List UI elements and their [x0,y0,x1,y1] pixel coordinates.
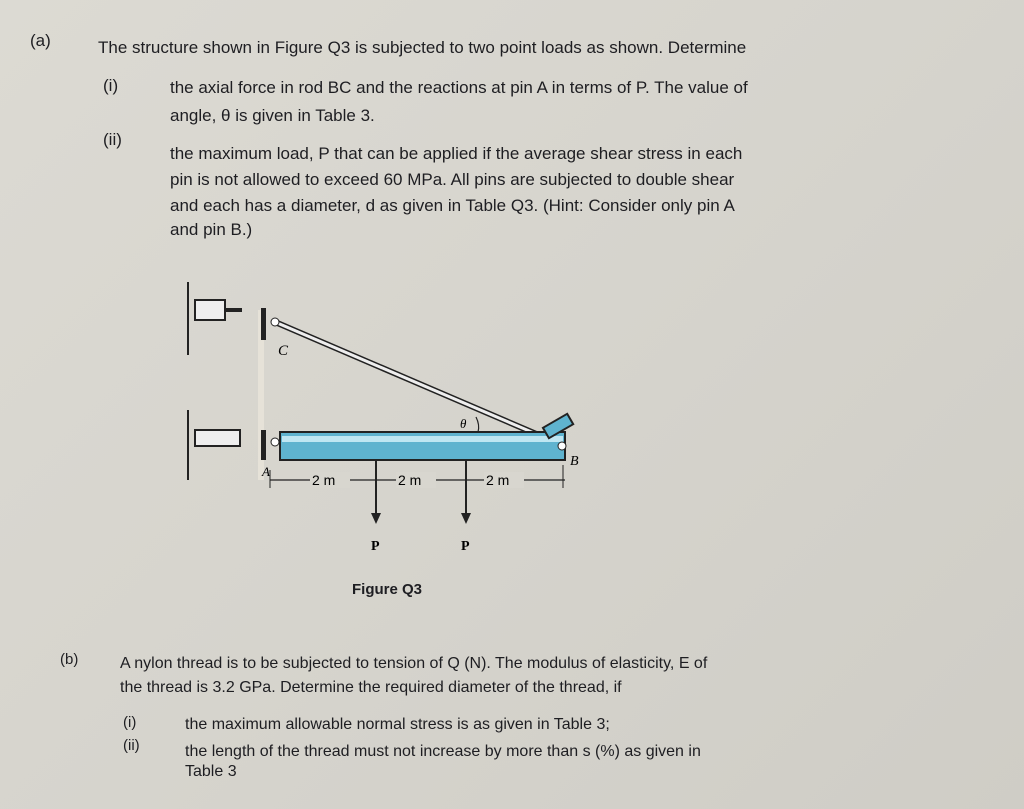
figure-caption: Figure Q3 [352,581,423,598]
part-a-i-label: (i) [103,76,119,95]
pin-b [558,442,566,450]
load-label-1: P [371,539,380,554]
angle-theta-label: θ [460,416,467,431]
part-a-ii-line: pin is not allowed to exceed 60 MPa. All pins are subjected to double shear [170,170,735,189]
part-a-ii-line: and each has a diameter, d as given in Table Q3. (Hint: Consider only pin A [170,196,735,215]
part-b-ii-line: the length of the thread must not increase by more than s (%) as given in [185,743,701,760]
pin-a [271,438,279,446]
bracket-detail-bottom [188,410,240,480]
load-label-2: P [461,539,470,554]
part-a-intro: The structure shown in Figure Q3 is subjected to two point loads as shown. Determine [98,38,747,57]
point-a-label: A [262,464,270,479]
part-a-i-line: the axial force in rod BC and the reactions at pin A in terms of P. The value of [170,78,748,97]
part-b-ii-line: Table 3 [185,763,237,780]
part-a-i-line: angle, θ is given in Table 3. [170,106,375,125]
angle-arc [476,417,479,432]
part-a-label: (a) [30,31,51,50]
support-a [261,430,266,460]
pin-c [271,318,279,326]
part-b-intro: A nylon thread is to be subjected to tension of Q (N). The modulus of elasticity, E of [120,655,708,672]
dim-label-3: 2 m [486,472,510,488]
part-b-intro: the thread is 3.2 GPa. Determine the required diameter of the thread, if [120,679,622,696]
dim-label-2: 2 m [398,472,422,488]
part-b-i-label: (i) [123,714,137,731]
support-c [261,308,266,340]
bracket-detail-top [188,282,242,355]
point-b-label: B [570,454,579,469]
part-b-ii-label: (ii) [123,737,140,754]
dim-label-1: 2 m [312,472,336,488]
part-a-ii-line: and pin B.) [170,220,253,239]
part-b-label: (b) [60,651,79,668]
part-a-ii-line: the maximum load, P that can be applied if the average shear stress in each [170,144,743,163]
part-b-i-line: the maximum allowable normal stress is as given in Table 3; [185,716,610,733]
point-c-label: C [278,343,289,359]
figure-q3-diagram [170,270,620,580]
part-a-ii-label: (ii) [103,130,122,149]
